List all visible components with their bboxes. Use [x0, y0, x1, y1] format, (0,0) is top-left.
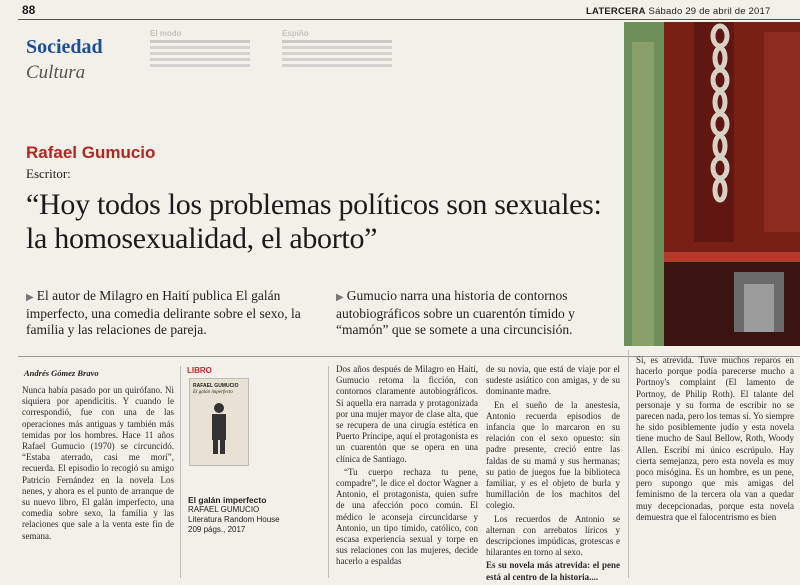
publication-date: Sábado 29 de abril de 2017	[648, 6, 771, 17]
bleed-through-column-b	[282, 30, 392, 70]
section-title: Sociedad	[26, 36, 103, 58]
bleed-through-column-a	[150, 30, 250, 70]
question: Es su novela más atrevida: el pene está al centro de la historia....	[486, 560, 620, 582]
paragraph: de su novia, que está de viaje por el sudeste asiático con amigas, y de su dominante madre.	[486, 364, 620, 397]
column-divider	[180, 366, 181, 578]
byline: Andrés Gómez Bravo	[24, 368, 99, 378]
bleed-through-title-a: El modo	[150, 29, 182, 38]
article-column-3	[486, 364, 620, 585]
author-role: Escritor:	[26, 166, 71, 181]
paragraph: Dos años después de Milagro en Haití, Gumucio retoma la ficción, con contornos claramente autobiográficos. Si aquella era narrada y protagonizada por una mujer mayor de clase alta, que se recupera de una cirugía estética en Puerto Príncipe, aquí el protagonista es un cuarentón que se opera en una clínica de Santiago.	[336, 364, 478, 464]
masthead	[586, 6, 770, 17]
article-column-2	[336, 364, 478, 570]
publication-name: LATERCERA	[586, 6, 646, 17]
book-cover-author: RAFAEL GUMUCIO	[193, 383, 239, 389]
triangle-bullet-icon: ▶	[336, 292, 344, 303]
book-label: LIBRO	[187, 366, 212, 375]
paragraph: Nunca había pasado por un quirófano. Ni siquiera por apendicitis. Y cuando le correspondió, fue con una de las operaciones más antiguas y también más temidas por los hombres. Hace 11 años Rafael Gumucio (1970) se circuncidó. “Estaba aterrado, casi me morí”, recuerda. El episodio lo recogió su amigo Patricio Fernández en la novela Los nenes, y ahora es el punto de arranque de su nuevo libro, El galán imperfecto, una comedia sobre sexo, la familia y las relaciones que sale a la venta este fin de semana.	[22, 385, 174, 541]
header-rule	[18, 19, 800, 20]
author-photo	[624, 22, 800, 346]
book-details: 209 págs., 2017	[188, 525, 246, 534]
paragraph: En el sueño de la anestesia, Antonio recuerda episodios de infancia que lo marcaron en su relación con el sexo opuesto: sin padre presente, creció entre las faldas de su mamá y sus hermanas; su patio de juegos fue la biblioteca familiar, y es el objeto de burla y humillación de los machitos del colegio.	[486, 399, 620, 511]
article-column-1	[22, 385, 174, 544]
bullet-right-text: Gumucio narra una historia de contornos autobiográficos sobre un cuarentón tímido y “mamón” que se somete a una circuncisión.	[336, 288, 575, 337]
column-divider	[628, 350, 629, 578]
paragraph: Sí, es atrevida. Tuve muchos reparos en hacerlo porque podía parecerse mucho a Portnoy's complaint (El lamento de Portnoy, de Philip Roth). El talante del personaje y su forma de escribir no se parecen nada, pero los temas sí. Yo siempre he sido posiblemente judío y esta novela tiene mucho de Saul Bellow, Roth, Woody Allen. Escribí mi único escrúpulo. Hay cierta semejanza, pero esta novela es muy poco misógina. Es un hombre, es un pene, pero supongo que mis amigas del feminismo de la tercera ola van a quedar muy decepcionadas, porque esta novela demuestra que el falocentrismo es bien	[636, 355, 794, 522]
bullet-left-text: El autor de Milagro en Haití publica El galán imperfecto, una comedia delirante sobre el sexo, la familia y las relaciones de pareja.	[26, 288, 301, 337]
article-column-4	[636, 355, 794, 525]
bullet-right	[336, 288, 616, 338]
section-subtitle: Cultura	[26, 62, 86, 83]
book-caption	[188, 495, 338, 535]
page-number: 88	[22, 3, 36, 17]
bleed-through-title-b: Espiño	[282, 29, 309, 38]
column-divider	[328, 366, 329, 578]
paragraph: Los recuerdos de Antonio se alternan con arrebatos líricos y descripciones impúdicas, grotescas e hilarantes en torno al sexo.	[486, 513, 620, 558]
book-cover-title: El galán imperfecto	[193, 390, 233, 395]
book-title: El galán imperfecto	[188, 495, 267, 505]
book-author: RAFAEL GUMUCIO	[188, 505, 260, 514]
book-publisher: Literatura Random House	[188, 515, 280, 524]
bullet-left	[26, 288, 326, 338]
book-cover	[189, 378, 249, 466]
book-cover-figure-icon	[190, 396, 248, 456]
author-name: Rafael Gumucio	[26, 143, 156, 162]
headline: “Hoy todos los problemas políticos son sexuales: la homosexualidad, el aborto”	[26, 188, 602, 255]
triangle-bullet-icon: ▶	[26, 292, 34, 303]
paragraph: “Tu cuerpo rechaza tu pene, compadre”, le dice el doctor Wagner a Antonio, el protagonista, quien sufre de una afección poco común. El médico le aconseja circuncidarse y Antonio, un tipo tímido, católico, con escasa experiencia sexual y torpe en sus relaciones con las mujeres, decide hacerlo a espaldas	[336, 466, 478, 567]
